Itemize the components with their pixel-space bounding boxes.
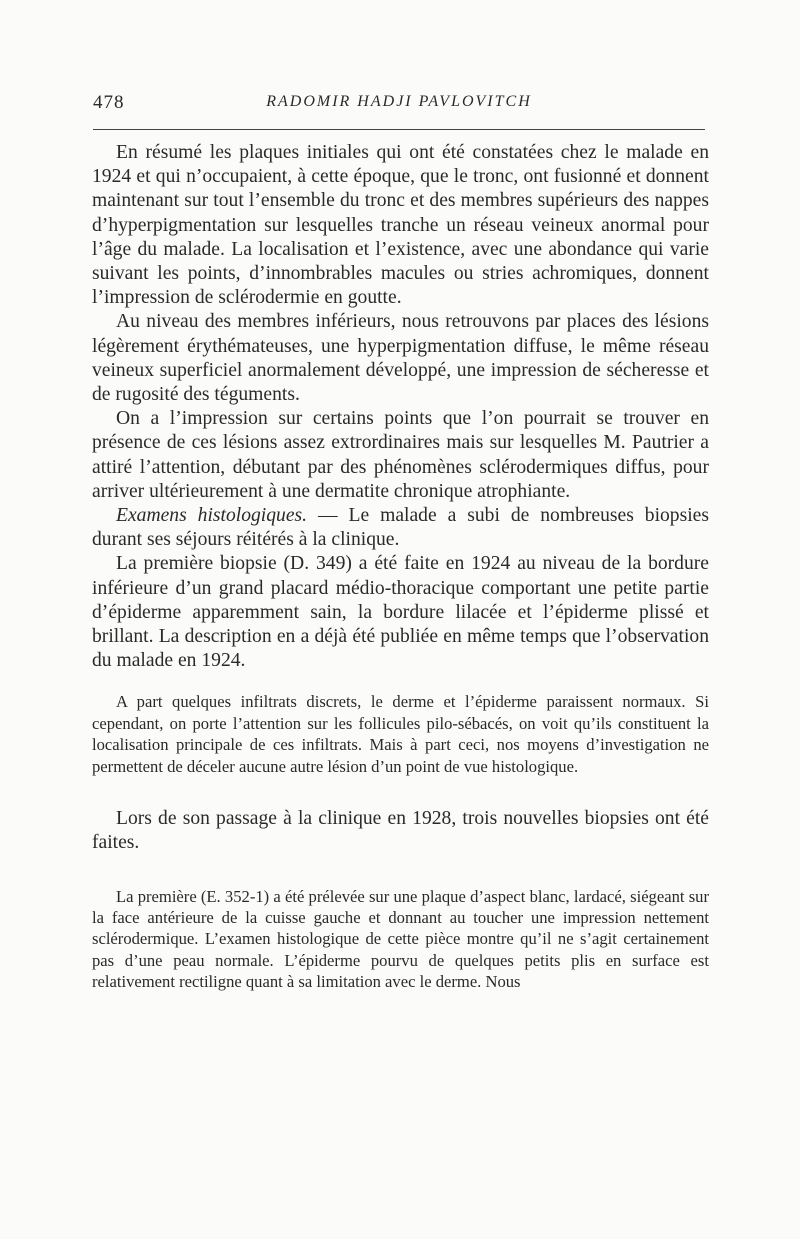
small-paragraph-infiltrats: A part quelques infiltrats discrets, le derme et l’épiderme paraissent normaux. Si cependant, on porte l’attention sur les follicules pilo-sébacés, on voit qu’ils constituent la localisation principale de ces infiltrats. Mais à part ceci, nos moyens d’investigation ne permettent de déceler aucune autre lésion d’un point de vue histologique. — [92, 692, 709, 776]
small-paragraph-e352: La première (E. 352-1) a été prélevée sur une plaque d’aspect blanc, lardacé, siégeant sur la face antérieure de la cuisse gauche et donnant au toucher une impression nettement sclérodermique. L’examen histologique de cette pièce montre qu’il ne s’agit certainement pas d’une peau normale. L’épiderme pourvu de quelques petits plis en surface est relativement rectiligne quant à sa limitation avec le derme. Nous — [92, 886, 709, 992]
paragraph-summary: En résumé les plaques initiales qui ont été constatées chez le malade en 1924 et qui n’occupaient, à cette époque, que le tronc, ont fusionné et donnent maintenant sur tout l’ensemble du tronc et des membres supérieurs des nappes d’hyperpigmentation sur lesquelles tranche un réseau veineux anormal pour l’âge du malade. La localisation et l’existence, avec une abondance qui varie suivant les points, d’innombrables macules ou stries achromiques, donnent l’impression de sclérodermie en goutte. — [92, 142, 709, 309]
section-text: — Le malade a subi de nombreuses biopsies durant ses séjours réitérés à la clinique. — [92, 505, 709, 551]
running-head: RADOMIR HADJI PAVLOVITCH — [266, 93, 532, 110]
paragraph-1928: Lors de son passage à la clinique en 1928, trois nouvelles biopsies ont été faites. — [92, 808, 709, 854]
paragraph-pautrier: On a l’impression sur certains points que l’on pourrait se trouver en présence de ces lésions assez extrordinaires mais sur lesquelles M. Pautrier a attiré l’attention, débutant par des phénomènes sclérodermiques diffus, pour arriver ultérieurement à une dermatite chronique atrophiante. — [92, 408, 709, 502]
paragraph-first-biopsy: La première biopsie (D. 349) a été faite en 1924 au niveau de la bordure inférieure d’un grand placard médio-thoracique comportant une petite partie d’épiderme apparemment sain, la bordure lilacée et l’épiderme plissé et brillant. La description en a déjà été publiée en même temps que l’observation du malade en 1924. — [92, 553, 709, 672]
section-title: Examens histologiques. — [116, 505, 308, 527]
text-body — [92, 141, 709, 993]
page-header — [93, 92, 705, 116]
paragraph-lower-limbs: Au niveau des membres inférieurs, nous retrouvons par places des lésions légèrement érythémateuses, une hyperpigmentation diffuse, le même réseau veineux superficiel anormalement développé, une impression de sécheresse et de rugosité des téguments. — [92, 311, 709, 406]
page-number: 478 — [93, 92, 125, 113]
paragraph-histology — [92, 504, 709, 552]
header-rule — [93, 129, 705, 130]
